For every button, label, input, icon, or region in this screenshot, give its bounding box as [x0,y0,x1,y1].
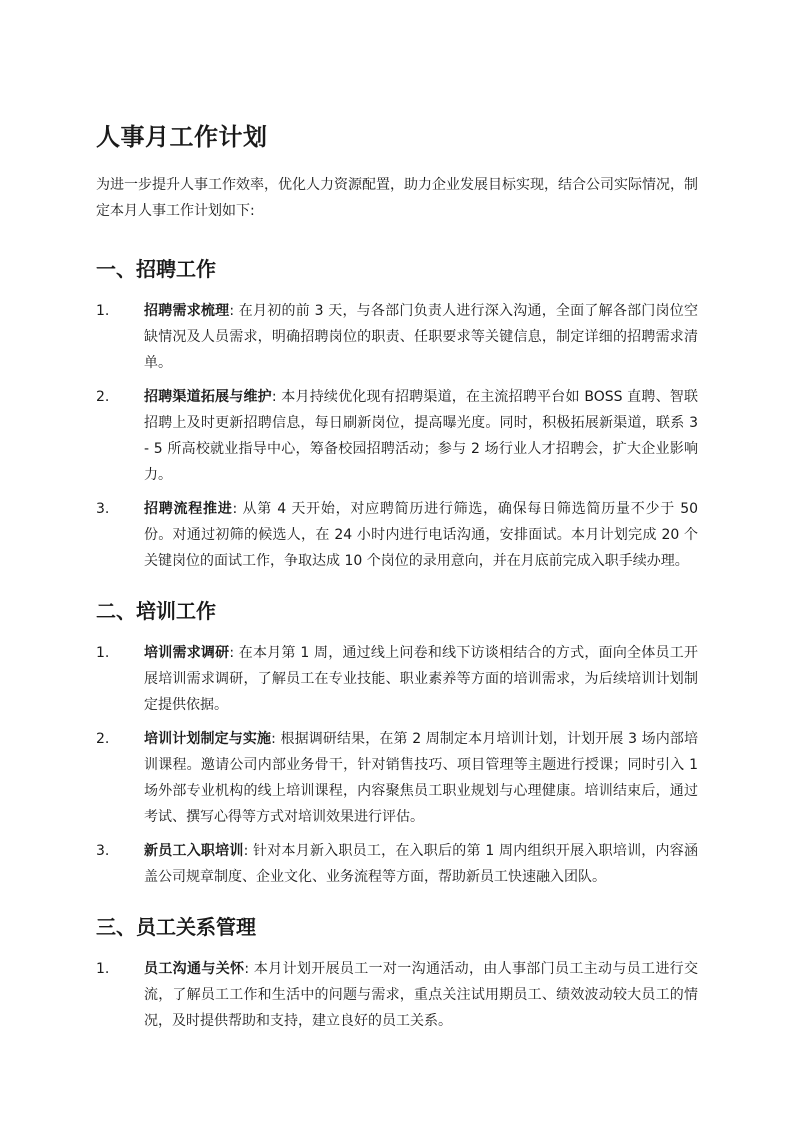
section-heading: 一、招聘工作 [96,257,216,281]
section-heading: 二、培训工作 [96,599,216,623]
item-text: 本月计划开展员工一对一沟通活动，由人事部门员工主动与员工进行交流，了解员工工作和生活中的问题与需求，重点关注试用期员工、绩效波动较大员工的情况，及时提供帮助和支持，建立良好的员工关系。 [144,961,699,1029]
item-label: 员工沟通与关怀 [144,961,245,977]
item-body [144,640,698,718]
item-body [144,496,698,574]
item-separator: : [229,303,235,319]
item-separator: : [232,501,238,517]
item-separator: : [271,389,277,405]
list-item [96,726,698,830]
item-number: 1. [96,961,110,977]
item-text: 在本月第 1 周，通过线上问卷和线下访谈相结合的方式，面向全体员工开展培训需求调研，了解员工在专业技能、职业素养等方面的培训需求，为后续培训计划制定提供依据。 [144,645,699,713]
item-number: 3. [96,501,110,517]
item-separator: : [244,961,250,977]
list-item [96,640,698,718]
item-text: 从第 4 天开始，对应聘简历进行筛选，确保每日筛选简历量不少于 50 份。对通过初筛的候选人，在 24 小时内进行电话沟通，安排面试。本月计划完成 20 个关键岗位的面试工作，争取达成 10 个岗位的录用意向，并在月底前完成入职手续办理。 [144,501,699,569]
list-item [96,496,698,574]
item-text: 本月持续优化现有招聘渠道，在主流招聘平台如 BOSS 直聘、智联招聘上及时更新招聘信息，每日刷新岗位，提高曝光度。同时，积极拓展新渠道，联系 3 - 5 所高校就业指导中心，筹备校园招聘活动；参与 2 场行业人才招聘会，扩大企业影响力。 [144,389,698,483]
document-title: 人事月工作计划 [96,123,268,151]
employee-relations-list [96,956,698,1034]
list-item [96,956,698,1034]
item-number: 1. [96,303,110,319]
item-number: 3. [96,843,110,859]
item-number: 1. [96,645,110,661]
intro-paragraph: 为进一步提升人事工作效率，优化人力资源配置，助力企业发展目标实现，结合公司实际情况，制定本月人事工作计划如下: [96,177,698,219]
item-label: 培训计划制定与实施 [144,731,272,747]
item-body [144,384,698,488]
section-heading: 三、员工关系管理 [96,915,256,939]
item-separator: : [243,843,249,859]
training-list [96,640,698,890]
list-item [96,384,698,488]
section-employee-relations [96,912,698,1034]
item-text: 针对本月新入职员工，在入职后的第 1 周内组织开展入职培训，内容涵盖公司规章制度、企业文化、业务流程等方面，帮助新员工快速融入团队。 [144,843,699,885]
item-body [144,956,698,1034]
item-label: 培训需求调研 [144,645,230,661]
item-text: 在月初的前 3 天，与各部门负责人进行深入沟通，全面了解各部门岗位空缺情况及人员需求，明确招聘岗位的职责、任职要求等关键信息，制定详细的招聘需求清单。 [144,303,699,371]
item-separator: : [229,645,235,661]
item-number: 2. [96,731,110,747]
list-item [96,838,698,890]
item-text: 根据调研结果，在第 2 周制定本月培训计划，计划开展 3 场内部培训课程。邀请公司内部业务骨干，针对销售技巧、项目管理等主题进行授课；同时引入 1 场外部专业机构的线上培训课程，内容聚焦员工职业规划与心理健康。培训结束后，通过考试、撰写心得等方式对培训效果进行评估。 [144,731,699,825]
item-body [144,298,698,376]
item-body [144,726,698,830]
section-recruitment [96,254,698,574]
item-label: 招聘流程推进 [144,501,233,517]
item-separator: : [271,731,276,747]
item-label: 招聘渠道拓展与维护 [144,389,272,405]
item-number: 2. [96,389,110,405]
item-body [144,838,698,890]
recruitment-list [96,298,698,574]
list-item [96,298,698,376]
section-training [96,596,698,890]
item-label: 招聘需求梳理 [144,303,230,319]
item-label: 新员工入职培训 [144,843,244,859]
